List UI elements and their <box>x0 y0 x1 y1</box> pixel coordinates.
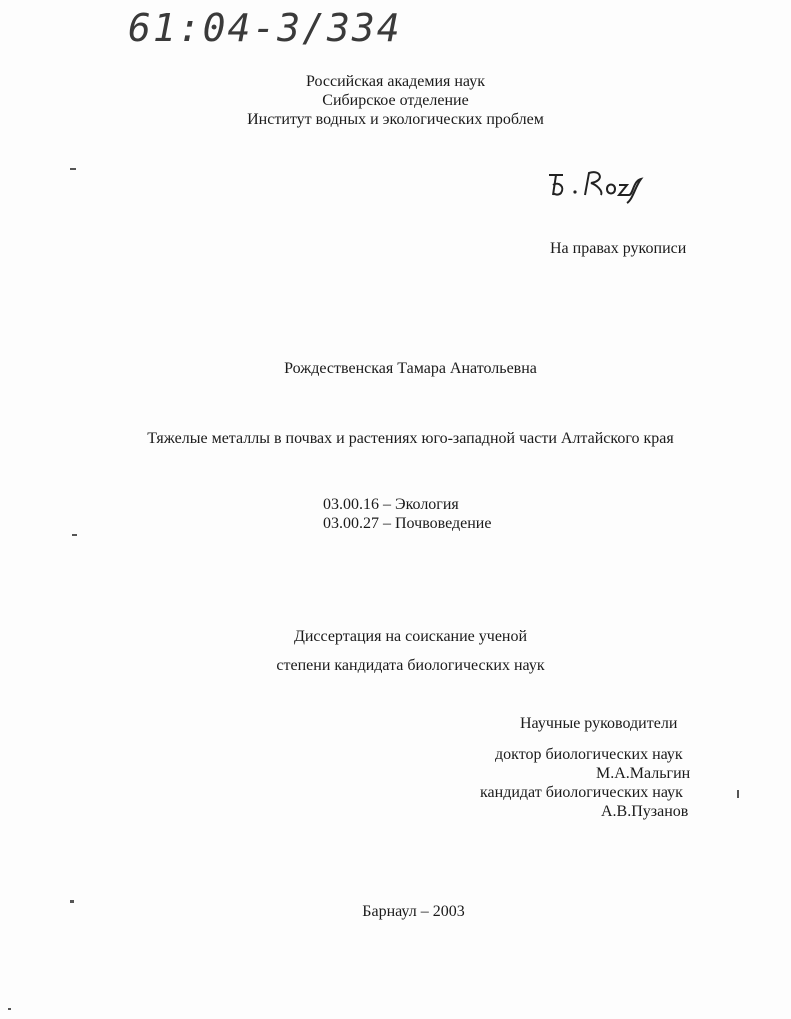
rights-note: На правах рукописи <box>550 240 687 257</box>
header-institute: Институт водных и экологических проблем <box>247 111 544 128</box>
supervisor-1-rank: доктор биологических наук <box>495 746 683 763</box>
header-branch: Сибирское отделение <box>322 92 469 109</box>
scan-speck <box>8 1008 11 1010</box>
specialty-soil-science: 03.00.27 – Почвоведение <box>323 515 492 532</box>
city-year: Барнаул – 2003 <box>362 903 465 920</box>
scan-speck <box>737 790 739 798</box>
specialty-ecology: 03.00.16 – Экология <box>323 496 459 513</box>
dissertation-title: Тяжелые металлы в почвах и растениях юго-западной части Алтайского края <box>147 430 674 447</box>
author-name: Рождественская Тамара Анатольевна <box>284 360 537 377</box>
scan-speck <box>72 534 77 536</box>
supervisors-heading: Научные руководители <box>520 715 678 732</box>
header-academy: Российская академия наук <box>306 73 485 90</box>
supervisor-1-name: М.А.Мальгин <box>596 765 691 782</box>
scan-speck <box>70 900 74 903</box>
signature-mark <box>545 165 655 205</box>
supervisor-2-name: А.В.Пузанов <box>601 803 689 820</box>
scan-speck <box>70 168 76 170</box>
degree-line-1: Диссертация на соискание ученой <box>293 628 528 645</box>
degree-line-2: степени кандидата биологических наук <box>276 657 545 674</box>
supervisor-2-rank: кандидат биологических наук <box>480 784 683 801</box>
archive-code-handwritten: 61:04-3/334 <box>128 6 402 50</box>
